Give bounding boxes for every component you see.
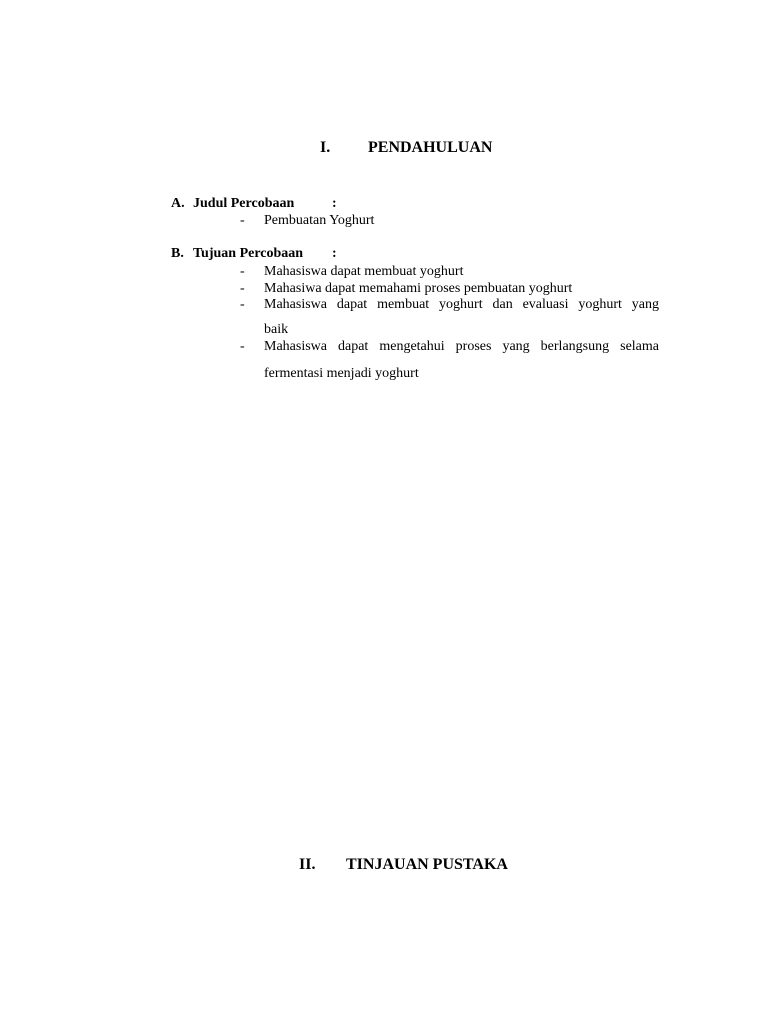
chapter-1-title: PENDAHULUAN xyxy=(368,139,493,156)
section-b-label: Tujuan Percobaan xyxy=(193,246,304,261)
section-a-label: Judul Percobaan xyxy=(193,196,295,211)
section-b-item-2-text: Mahasiwa dapat memahami proses pembuatan yoghurt xyxy=(264,281,573,296)
section-b-item-1-dash: - xyxy=(240,264,245,279)
section-b-item-2-dash: - xyxy=(240,281,245,296)
section-b-item-3-line-1: Mahasiswa dapat membuat yoghurt dan evaluasi yoghurt yang xyxy=(264,297,659,312)
chapter-1-numeral: I. xyxy=(320,139,331,156)
section-a-item-1-dash: - xyxy=(240,213,245,228)
section-b-item-1-text: Mahasiswa dapat membuat yoghurt xyxy=(264,264,464,279)
section-b-item-4-line-2: fermentasi menjadi yoghurt xyxy=(264,366,419,381)
chapter-2-numeral: II. xyxy=(299,856,316,873)
section-b-item-3-line-2: baik xyxy=(264,322,289,337)
section-b-item-3-dash: - xyxy=(240,297,245,312)
section-a-item-1-text: Pembuatan Yoghurt xyxy=(264,213,375,228)
chapter-2-title: TINJAUAN PUSTAKA xyxy=(346,856,508,873)
section-b-item-4-dash: - xyxy=(240,339,245,354)
section-a-letter: A. xyxy=(171,196,185,211)
section-b-letter: B. xyxy=(171,246,184,261)
section-a-colon: : xyxy=(332,196,337,211)
section-b-colon: : xyxy=(332,246,337,261)
section-b-item-4-line-1: Mahasiswa dapat mengetahui proses yang berlangsung selama xyxy=(264,339,659,354)
